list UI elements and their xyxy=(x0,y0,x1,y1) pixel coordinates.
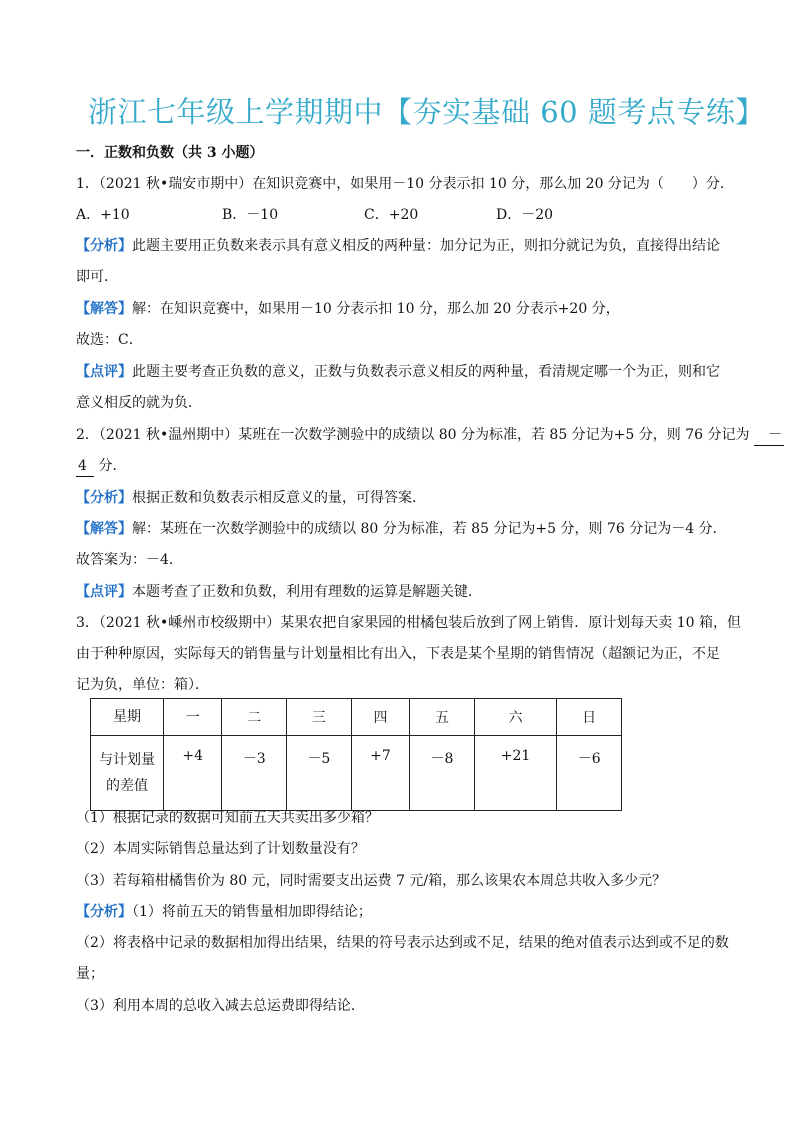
table-day: 四 xyxy=(351,699,409,736)
q2-solution xyxy=(76,519,727,539)
table-day: 一 xyxy=(164,699,222,736)
table-header-label: 星期 xyxy=(91,699,164,736)
q3-stem-1: 3．（2021 秋•嵊州市校级期中）某果农把自家果园的柑橘包装后放到了网上销售．原计划每天卖 10 箱，但 xyxy=(76,615,741,631)
analysis-tag: 【分析】 xyxy=(76,904,132,920)
table-cell: －3 xyxy=(222,736,287,811)
q1-comment-text: 此题主要考查正负数的意义，正数与负数表示意义相反的两种量，看清规定哪一个为正，则和它 xyxy=(132,364,720,380)
q2-comment-text: 本题考查了正数和负数，利用有理数的运算是解题关键． xyxy=(132,584,482,600)
q1-choice-a: A．+10 xyxy=(76,207,130,223)
table-day: 六 xyxy=(474,699,557,736)
q1-answer: 故选：C． xyxy=(76,332,143,348)
q2-answer-blank-2: 4 xyxy=(76,456,94,477)
q3-analysis-4: （3）利用本周的总收入减去总运费即得结论． xyxy=(76,998,365,1014)
table-cell: +4 xyxy=(164,736,222,811)
q3-sub-question-1: （1）根据记录的数据可知前五天共卖出多少箱？ xyxy=(76,810,379,826)
q1-analysis xyxy=(76,236,720,256)
q2-answer-blank-1: － xyxy=(754,425,784,446)
solution-tag: 【解答】 xyxy=(76,301,132,317)
analysis-tag: 【分析】 xyxy=(76,238,132,254)
table-day: 五 xyxy=(410,699,475,736)
q1-solution-text: 解：在知识竞赛中，如果用－10 分表示扣 10 分，那么加 20 分表示+20 分， xyxy=(132,301,620,317)
table-cell: +7 xyxy=(351,736,409,811)
q2-analysis-text: 根据正数和负数表示相反意义的量，可得答案． xyxy=(132,490,426,506)
table-row xyxy=(91,736,622,811)
q1-choice-c: C．+20 xyxy=(364,207,419,223)
analysis-tag: 【分析】 xyxy=(76,490,132,506)
q3-sub-question-2: （2）本周实际销售总量达到了计划数量没有？ xyxy=(76,841,365,857)
q3-analysis-3: 量； xyxy=(76,966,104,982)
table-day: 日 xyxy=(557,699,622,736)
table-row-label-line-1: 与计划量 xyxy=(99,752,155,768)
q2-stem-cont xyxy=(76,456,126,477)
sales-table xyxy=(90,698,622,811)
q2-comment xyxy=(76,582,482,602)
q3-analysis-text: （1）将前五天的销售量相加即得结论； xyxy=(132,904,372,920)
q3-stem-2: 由于种种原因，实际每天的销售量与计划量相比有出入，下表是某个星期的销售情况（超额记为正，不足 xyxy=(76,646,720,662)
table-cell: －6 xyxy=(557,736,622,811)
table-row-label-line-2: 的差值 xyxy=(106,778,148,794)
table-header-row xyxy=(91,699,622,736)
q1-solution xyxy=(76,299,620,319)
q3-analysis xyxy=(76,902,372,922)
q1-choice-d: D．－20 xyxy=(496,207,554,223)
page-title: 浙江七年级上学期期中【夯实基础 60 题考点专练】 xyxy=(88,95,765,129)
q2-unit: 分． xyxy=(98,458,127,474)
q1-choice-b: B．－10 xyxy=(222,207,279,223)
q3-stem-3: 记为负，单位：箱）． xyxy=(76,677,209,693)
q2-answer: 故答案为：－4． xyxy=(76,552,183,568)
section-heading: 一．正数和负数（共 3 小题） xyxy=(76,145,264,161)
table-row-label xyxy=(91,736,164,811)
table-cell: +21 xyxy=(474,736,557,811)
q1-comment xyxy=(76,362,720,382)
table-cell: －5 xyxy=(287,736,352,811)
comment-tag: 【点评】 xyxy=(76,584,132,600)
q2-stem-text: 2．（2021 秋•温州期中）某班在一次数学测验中的成绩以 80 分为标准，若 85 分记为+5 分，则 76 分记为 xyxy=(76,427,750,443)
q3-analysis-2: （2）将表格中记录的数据相加得出结果，结果的符号表示达到或不足，结果的绝对值表示达到或不足的数 xyxy=(76,935,729,951)
table-day: 三 xyxy=(287,699,352,736)
q2-solution-text: 解：某班在一次数学测验中的成绩以 80 分为标准，若 85 分记为+5 分，则 76 分记为－4 分． xyxy=(132,521,727,537)
q1-comment-cont: 意义相反的就为负． xyxy=(76,395,202,411)
solution-tag: 【解答】 xyxy=(76,521,132,537)
q3-sub-question-3: （3）若每箱柑橘售价为 80 元，同时需要支出运费 7 元/箱，那么该果农本周总共收入多少元？ xyxy=(76,873,667,889)
q1-analysis-text: 此题主要用正负数来表示具有意义相反的两种量：加分记为正，则扣分就记为负，直接得出结论 xyxy=(132,238,720,254)
q2-analysis xyxy=(76,488,426,508)
table-cell: －8 xyxy=(410,736,475,811)
q2-stem xyxy=(76,425,784,446)
q1-analysis-cont: 即可． xyxy=(76,269,118,285)
comment-tag: 【点评】 xyxy=(76,364,132,380)
table-day: 二 xyxy=(222,699,287,736)
q1-stem: 1．（2021 秋•瑞安市期中）在知识竞赛中，如果用－10 分表示扣 10 分，那么加 20 分记为（ ）分． xyxy=(76,176,734,192)
